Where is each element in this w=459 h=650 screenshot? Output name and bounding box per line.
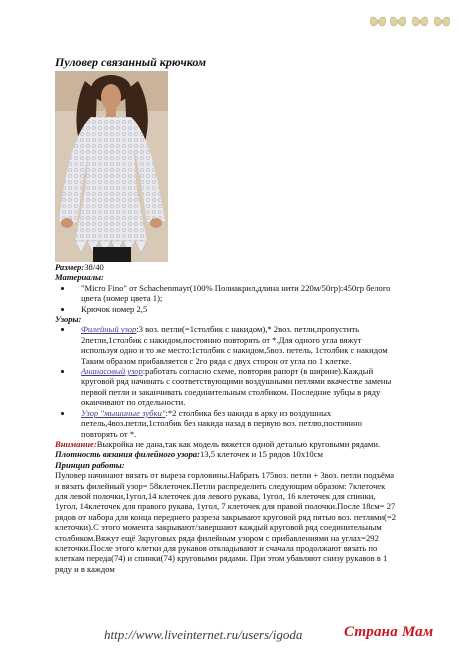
footer-logo: Страна Мам	[344, 624, 434, 640]
pattern-link-filet[interactable]: Филейный узор	[81, 324, 137, 335]
patterns-label: Узоры:	[55, 314, 82, 325]
pattern-text	[55, 262, 400, 574]
materials-label: Материалы:	[55, 272, 104, 283]
density-line: Плотность вязания филейного узора:13,5 клеточек и 15 рядов 10х10см	[55, 449, 323, 460]
size-value: 38/40	[84, 262, 104, 272]
materials-list	[55, 283, 400, 314]
list-item: • Ананасовый узор:работать согласно схеме, повторяя рапорт (в ширине).Каждый круговой ряд начинать с соответствующими воздушными петлями вкачестве замены первой петли и заканчивать соединительным столбиком. Последние зубцы в ряду оканчивают по отдельности.	[73, 366, 400, 408]
patterns-list	[55, 324, 400, 438]
pattern-link-pineapple[interactable]: Ананасовый узор	[81, 366, 143, 377]
model-photo	[55, 71, 168, 262]
list-item: • Крючок номер 2,5	[73, 304, 400, 314]
footer-url-link[interactable]: http://www.liveinternet.ru/users/igoda	[104, 627, 303, 642]
page-title: Пуловер связанный крючком	[55, 55, 207, 69]
size-line	[55, 262, 400, 272]
list-item: • Филейный узор:3 воз. петли(=1столбик с накидом),* 2воз. петли,пропустить 2петли,1столбик с накидом,постоянно повторять от *.Для одного угла вяжут используя одно и то же место:1столбик с накидом,5воз. петель, 1столбик с накидом Таким образом прибавляется с 2го ряда с двух сторон от угла по 1 клетке.	[73, 324, 400, 366]
size-label: Размер:	[55, 262, 85, 272]
work-text: Пуловер начинают вязать от выреза горловины.Набрать 175воз. петли + 3воз. петли подъёма и вязать филейный узор= 58клеточек.Петли распределить следующим образом: 7клеточек для левой полочки,1угол,14 клеточек для левого рукава, 1угол, 16 клеточек для спинки, 1угол, 14клеточек для правого рукава, 1угол, 7 клеточек для правой полочки.После 18см= 27 рядов от набора для конца переднего разреза закрывают круговой ряд пятью воз. петлями(=2 клеточки).С этого момента закрывают/завершают каждый круговой ряд соединительным столбиком.Вяжут ещё 3круговых ряда филейным узором с прибавлениями на углах=292 клеточки.После этого клетки для рукавов откладывают и счачала продолжают вязать по клеткам переда(74) и спинки(74) круговыми рядами. При этом убавляют снизу рукавов в 1 ряду и в каждом	[55, 470, 397, 574]
pattern-link-picot[interactable]: Узор "мышиные зубки"	[81, 407, 166, 418]
attention-line: Внимание:Выкройка не дана,так как модель вяжется одной деталью круговыми рядами.	[55, 438, 381, 449]
list-item: • "Micro Fino" от Schachenmayr(100% Полиакрил,длина нити 220м/50гр):450гр белого цвета (номер цвета 1);	[73, 283, 400, 304]
density-label: Плотность вязания филейного узора:	[55, 449, 200, 460]
list-item: • Узор "мышиные зубки":*2 столбика без накида в арку из воздушных петель,4воз.петли,1столбик без накида назад в первую воз. петлю,постоянно повторять от *.	[73, 408, 400, 439]
butterflies-ornament-icon	[370, 8, 454, 34]
attention-label: Внимание:	[55, 438, 97, 449]
work-label: Принцип работы:	[55, 459, 125, 470]
